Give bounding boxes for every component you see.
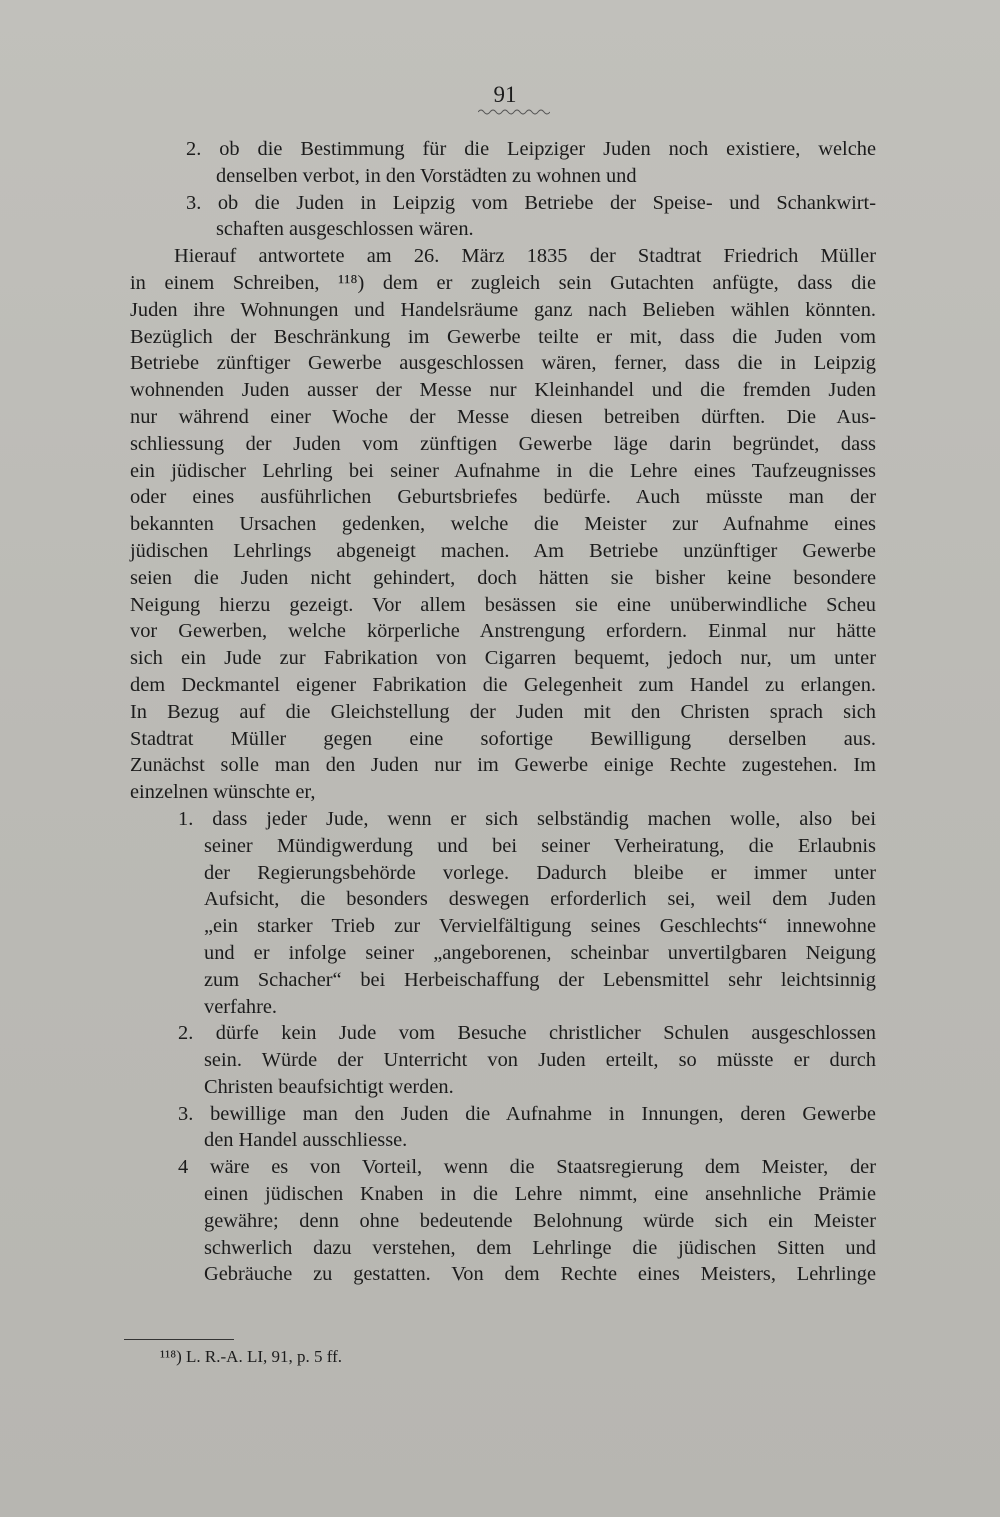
- text-line: Betriebe zünftiger Gewerbe ausgeschlossen wären, ferner, dass die in Leipzig: [130, 352, 876, 375]
- text-line: nur während einer Woche der Messe diesen betreiben dürften. Die Aus-: [130, 405, 876, 428]
- text-line: wohnenden Juden ausser der Messe nur Kleinhandel und die fremden Juden: [130, 379, 876, 402]
- text-line: dem Deckmantel eigener Fabrikation die Gelegenheit zum Handel zu erlangen.: [130, 673, 876, 696]
- text-line: „ein starker Trieb zur Vervielfältigung seines Geschlechts“ innewohne: [204, 915, 876, 938]
- text-line: Neigung hierzu gezeigt. Vor allem besässen sie eine unüberwindliche Scheu: [130, 593, 876, 616]
- text-line: sein. Würde der Unterricht von Juden erteilt, so müsste er durch: [204, 1049, 876, 1072]
- text-line: den Handel ausschliesse.: [204, 1129, 408, 1152]
- footnote: ¹¹⁸) L. R.-A. LI, 91, p. 5 ff.: [160, 1347, 343, 1366]
- text-line: denselben verbot, in den Vorstädten zu wohnen und: [216, 164, 637, 187]
- text-line: jüdischen Lehrlings abgeneigt machen. Am Betriebe unzünftiger Gewerbe: [130, 539, 876, 562]
- text-line: und er infolge seiner „angeborenen, scheinbar unvertilgbaren Neigung: [204, 941, 876, 964]
- text-line: schwerlich dazu verstehen, dem Lehrlinge die jüdischen Sitten und: [204, 1236, 876, 1259]
- page-number-ornament: [478, 108, 550, 116]
- text-line: In Bezug auf die Gleichstellung der Juden mit den Christen sprach sich: [130, 700, 876, 723]
- text-line: sich ein Jude zur Fabrikation von Cigarren bequemt, jedoch nur, um unter: [130, 647, 876, 670]
- text-line: ein jüdischer Lehrling bei seiner Aufnahme in die Lehre eines Taufzeugnisses: [130, 459, 876, 482]
- text-line: einzelnen wünschte er,: [130, 781, 316, 804]
- text-line: 3. ob die Juden in Leipzig vom Betriebe der Speise- und Schankwirt-: [186, 191, 876, 214]
- text-line: Stadtrat Müller gegen eine sofortige Bewilligung derselben aus.: [130, 727, 876, 750]
- page-number: 91: [493, 82, 517, 107]
- text-line: seiner Mündigwerdung und bei seiner Verheiratung, die Erlaubnis: [204, 834, 876, 857]
- text-line: der Regierungsbehörde vorlege. Dadurch bleibe er immer unter: [204, 861, 876, 884]
- body-text: [124, 136, 876, 1288]
- text-line: 4 wäre es von Vorteil, wenn die Staatsregierung dem Meister, der: [178, 1156, 876, 1179]
- text-line: 1. dass jeder Jude, wenn er sich selbständig machen wolle, also bei: [178, 807, 876, 830]
- text-line: Hierauf antwortete am 26. März 1835 der Stadtrat Friedrich Müller: [174, 245, 876, 268]
- text-line: 2. dürfe kein Jude vom Besuche christlicher Schulen ausgeschlossen: [178, 1022, 876, 1045]
- text-line: Zunächst solle man den Juden nur im Gewerbe einige Rechte zugestehen. Im: [130, 754, 876, 777]
- text-line: Juden ihre Wohnungen und Handelsräume ganz nach Belieben wählen könnten.: [130, 298, 876, 321]
- text-line: Christen beaufsichtigt werden.: [204, 1075, 454, 1098]
- text-line: zum Schacher“ bei Herbeischaffung der Lebensmittel sehr leichtsinnig: [204, 968, 876, 991]
- text-line: Bezüglich der Beschränkung im Gewerbe teilte er mit, dass die Juden vom: [130, 325, 876, 348]
- text-line: gewähre; denn ohne bedeutende Belohnung würde sich ein Meister: [204, 1209, 876, 1232]
- text-line: bekannten Ursachen gedenken, welche die Meister zur Aufnahme eines: [130, 513, 876, 536]
- text-line: schaften ausgeschlossen wären.: [216, 218, 474, 241]
- text-line: 3. bewillige man den Juden die Aufnahme in Innungen, deren Gewerbe: [178, 1102, 876, 1125]
- text-line: 2. ob die Bestimmung für die Leipziger Juden noch existiere, welche: [186, 138, 876, 160]
- text-line: in einem Schreiben, ¹¹⁸) dem er zugleich sein Gutachten anfügte, dass die: [130, 271, 876, 294]
- text-line: Aufsicht, die besonders deswegen erforderlich sei, weil dem Juden: [204, 888, 876, 911]
- text-line: vor Gewerben, welche körperliche Anstrengung erfordern. Einmal nur hätte: [130, 620, 876, 643]
- text-line: Gebräuche zu gestatten. Von dem Rechte eines Meisters, Lehrlinge: [204, 1263, 876, 1286]
- text-line: seien die Juden nicht gehindert, doch hätten sie bisher keine besondere: [130, 566, 876, 589]
- text-line: verfahre.: [204, 995, 278, 1018]
- text-line: einen jüdischen Knaben in die Lehre nimmt, eine ansehnliche Prämie: [204, 1183, 876, 1206]
- footnote-separator: [124, 1339, 234, 1340]
- text-line: oder eines ausführlichen Geburtsbriefes bedürfe. Auch müsste man der: [130, 486, 876, 509]
- text-line: schliessung der Juden vom zünftigen Gewerbe läge darin begründet, dass: [130, 432, 876, 455]
